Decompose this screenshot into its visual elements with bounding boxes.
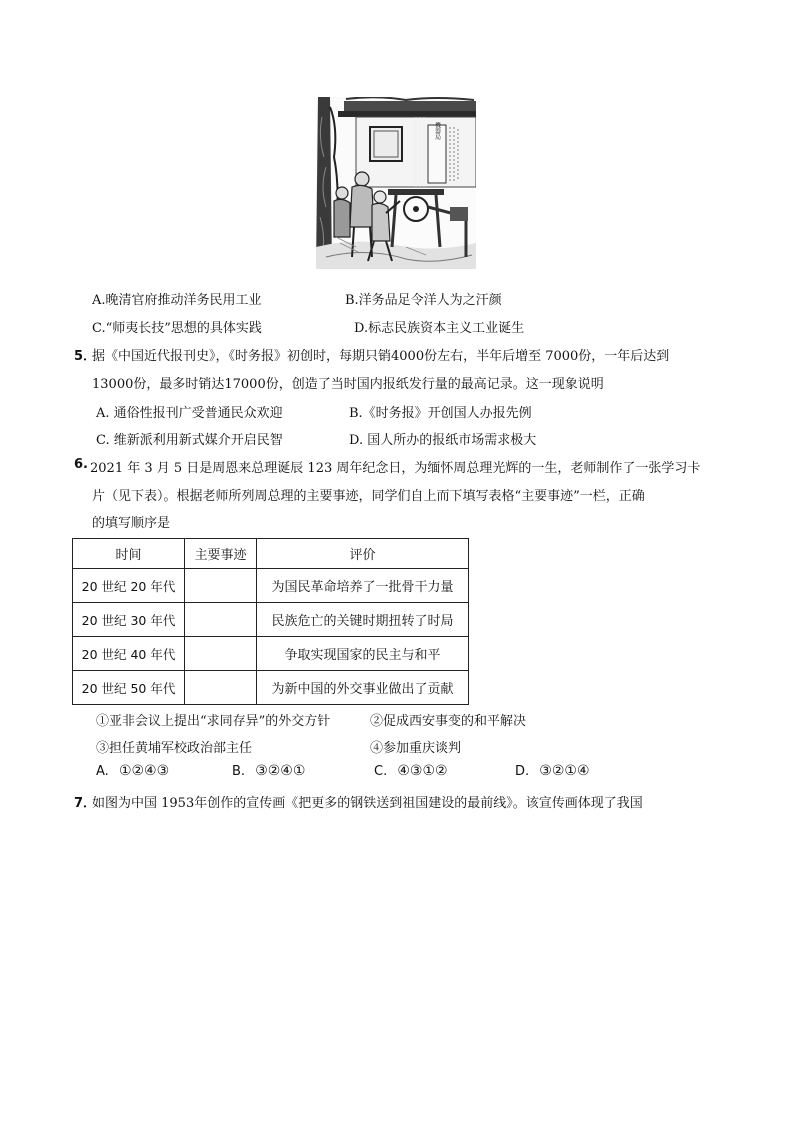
- q6-option-c: [374, 763, 448, 779]
- q5-option-d: D. 国人所办的报纸市场需求极大: [349, 433, 537, 448]
- header-deed: 主要事迹: [185, 539, 257, 569]
- table-row: [73, 569, 469, 603]
- q6-option-d-label: D.: [515, 764, 530, 779]
- row-deed: [185, 637, 257, 671]
- row-time: 20 世纪 50 年代: [73, 671, 185, 705]
- row-evaluation: 争取实现国家的民主与和平: [257, 637, 469, 671]
- q6-option-a-value: ①②④③: [118, 763, 170, 779]
- row-time: 20 世纪 20 年代: [73, 569, 185, 603]
- q6-option-b-label: B.: [232, 764, 246, 779]
- row-time: 20 世纪 40 年代: [73, 637, 185, 671]
- q6-item-2: ②促成西安事变的和平解决: [370, 714, 527, 729]
- row-deed: [185, 603, 257, 637]
- header-time: 时间: [73, 539, 185, 569]
- q7-number: 7．: [74, 796, 97, 811]
- q5-option-a: A. 通俗性报刊广受普通民众欢迎: [96, 406, 283, 421]
- table-header-row: [73, 539, 469, 569]
- row-time: 20 世纪 30 年代: [73, 603, 185, 637]
- table-row: [73, 671, 469, 705]
- table-row: [73, 637, 469, 671]
- row-evaluation: 为新中国的外交事业做出了贡献: [257, 671, 469, 705]
- study-card-table: [72, 538, 469, 705]
- q6-option-d-value: ③②①④: [539, 763, 590, 779]
- q6-item-3: ③担任黄埔军校政治部主任: [96, 741, 253, 756]
- q6-option-c-label: C.: [374, 764, 388, 779]
- q6-option-b: [232, 763, 305, 779]
- row-deed: [185, 569, 257, 603]
- q6-option-a: [96, 763, 169, 779]
- row-evaluation: 为国民革命培养了一批骨干力量: [257, 569, 469, 603]
- row-evaluation: 民族危亡的关键时期扭转了时局: [257, 603, 469, 637]
- table-row: [73, 603, 469, 637]
- sign-text: 機器局: [433, 122, 441, 140]
- q6-option-c-value: ④③①②: [397, 763, 448, 779]
- q6-stem-line1: 2021 年 3 月 5 日是周恩来总理诞辰 123 周年纪念日，为缅怀周总理光辉的一生，老师制作了一张学习卡: [90, 461, 701, 476]
- q5-option-c: C. 维新派利用新式媒介开启民智: [96, 433, 283, 448]
- historical-illustration: [316, 97, 476, 269]
- q6-item-4: ④参加重庆谈判: [370, 741, 462, 756]
- q6-option-a-label: A.: [96, 764, 109, 779]
- q5-number: 5．: [74, 349, 97, 364]
- q6-stem-line3: 的填写顺序是: [92, 516, 171, 531]
- q6-stem-line2: 片（见下表）。根据老师所列周总理的主要事迹，同学们自上而下填写表格“主要事迹”一栏，正确: [92, 489, 645, 504]
- q4-option-a: A.晚清官府推动洋务民用工业: [92, 293, 262, 308]
- q5-option-b: B.《时务报》开创国人办报先例: [349, 406, 532, 421]
- q5-stem-line2: 13000份，最多时销达17000份，创造了当时国内报纸发行量的最高记录。这一现象说明: [92, 377, 604, 392]
- q7-stem: 如图为中国 1953年创作的宣传画《把更多的钢铁送到祖国建设的最前线》。该宣传画体现了我国: [92, 796, 643, 811]
- q4-option-d: D.标志民族资本主义工业诞生: [354, 321, 525, 336]
- row-deed: [185, 671, 257, 705]
- q4-option-b: B.洋务品足令洋人为之汗颜: [345, 293, 502, 308]
- header-evaluation: 评价: [257, 539, 469, 569]
- q6-option-d: [515, 763, 590, 779]
- q4-option-c: C.“师夷长技”思想的具体实践: [92, 321, 262, 336]
- q6-option-b-value: ③②④①: [255, 763, 306, 779]
- q6-item-1: ①亚非会议上提出“求同存异”的外交方针: [96, 714, 331, 729]
- q5-stem-line1: 据《中国近代报刊史》，《时务报》初创时，每期只销4000份左右，半年后增至 7000份，一年后达到: [92, 349, 670, 364]
- q6-number: 6.: [74, 457, 88, 472]
